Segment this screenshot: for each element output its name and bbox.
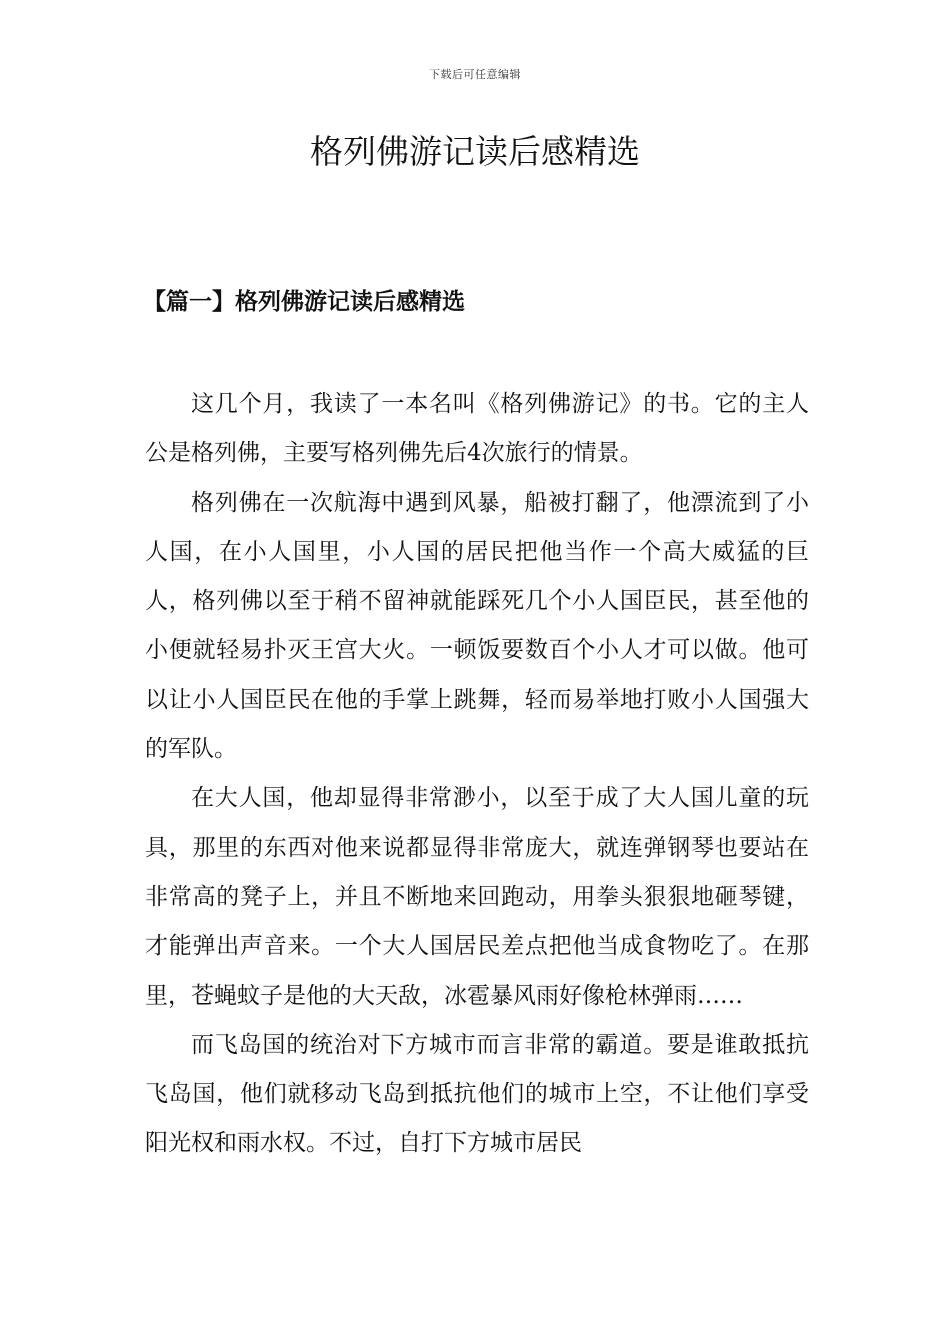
document-title: 格列佛游记读后感精选	[310, 132, 640, 171]
paragraph: 格列佛在一次航海中遇到风暴，船被打翻了，他漂流到了小人国，在小人国里，小人国的居民把他当作一个高大威猛的巨人，格列佛以至于稍不留神就能踩死几个小人国臣民，甚至他的小便就轻易扑灭王宫大火。一顿饭要数百个小人才可以做。他可以让小人国臣民在他的手掌上跳舞，轻而易举地打败小人国强大的军队。	[145, 489, 809, 763]
paragraph: 而飞岛国的统治对下方城市而言非常的霸道。要是谁敢抵抗飞岛国，他们就移动飞岛到抵抗他们的城市上空，不让他们享受阳光权和雨水权。不过，自打下方城市居民	[145, 1031, 809, 1157]
body-text	[145, 380, 809, 1169]
header-note: 下载后可任意编辑	[429, 68, 521, 81]
paragraph: 在大人国，他却显得非常渺小，以至于成了大人国儿童的玩具，那里的东西对他来说都显得非常庞大，就连弹钢琴也要站在非常高的凳子上，并且不断地来回跑动，用拳头狠狠地砸琴键，才能弹出声音来。一个大人国居民差点把他当成食物吃了。在那里，苍蝇蚊子是他的大天敌，冰雹暴风雨好像枪林弹雨……	[145, 785, 809, 1009]
section-heading: 【篇一】格列佛游记读后感精选	[143, 288, 465, 315]
paragraph: 这几个月，我读了一本名叫《格列佛游记》的书。它的主人公是格列佛，主要写格列佛先后4次旅行的情景。	[145, 391, 809, 467]
